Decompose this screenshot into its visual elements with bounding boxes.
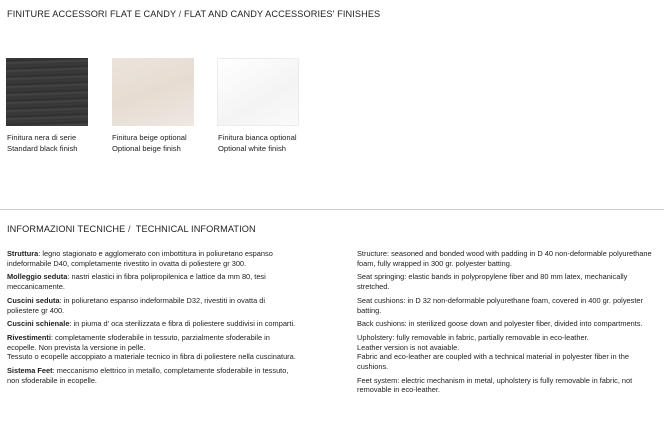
- swatch-caption-white: [218, 132, 297, 154]
- technical-info-italian: [7, 249, 299, 389]
- spec-text: : legno stagionato e agglomerato con imbottitura in poliuretano espanso indeformabile D40, completamente rivestito in ovatta di poliestere gr 300.: [7, 249, 273, 268]
- spec-structure: Structure: seasoned and bonded wood with padding in D 40 non-deformable polyurethane foam, fully wrapped in 300 gr. polyester batting.: [357, 249, 652, 268]
- swatch-caption-en: Standard black finish: [7, 144, 78, 153]
- spec-struttura: [7, 249, 299, 268]
- swatch-caption-en: Optional beige finish: [112, 144, 181, 153]
- swatch-caption-it: Finitura bianca optional: [218, 133, 297, 142]
- technical-heading: [7, 224, 256, 234]
- swatch-black-finish: [6, 58, 88, 126]
- spec-cuscini-schienale: [7, 319, 299, 329]
- swatch-beige-finish: [112, 58, 194, 126]
- finishes-title-it: FINITURE ACCESSORI FLAT E CANDY: [7, 9, 177, 19]
- swatch-white-finish: [217, 58, 299, 126]
- spec-label: Rivestimenti: [7, 332, 51, 342]
- spec-label: Molleggio seduta: [7, 272, 68, 282]
- spec-label: Cuscini schienale: [7, 319, 70, 329]
- spec-cuscini-seduta: [7, 296, 299, 315]
- spec-text-extra: Tessuto o ecopelle accoppiato a materiale tecnico in fibra di poliestere nella cuscinatura.: [7, 352, 296, 362]
- swatch-caption-beige: [112, 132, 187, 154]
- spec-upholstery: [357, 333, 657, 372]
- spec-text: : nastri elastici in fibra polipropilenica e lattice da mm 80, tesi meccanicamente.: [7, 272, 266, 292]
- spec-seat-springing: Seat springing: elastic bands in polypropylene fiber and 80 mm latex, mechanically stretched.: [357, 272, 628, 292]
- spec-back-cushions: Back cushions: in sterilized goose down and polyester fiber, divided into compartments.: [357, 319, 643, 329]
- spec-molleggio-seduta: [7, 272, 299, 291]
- spec-label: Sistema Feet: [7, 366, 53, 376]
- spec-text: : completamente sfoderabile in tessuto, parzialmente sfoderabile in ecopelle. Non prevista la versione in pelle.: [7, 332, 270, 352]
- section-divider: [0, 209, 664, 210]
- spec-text: : in piuma d' oca sterilizzata e fibra di poliestere suddivisi in comparti.: [69, 319, 296, 329]
- technical-info-english: [357, 249, 657, 399]
- spec-seat-cushions: Seat cushions: in D 32 non-deformable polyurethane foam, covered in 400 gr. polyester batting.: [357, 295, 643, 315]
- technical-title-it: INFORMAZIONI TECNICHE: [7, 224, 126, 234]
- spec-feet-system: Feet system: electric mechanism in metal, upholstery is fully removable in fabric, not removable in eco-leather.: [357, 375, 633, 395]
- spec-text-extra-2: Fabric and eco-leather are coupled with a technical material in polyester fiber in the cushions.: [357, 352, 629, 372]
- spec-text-extra: Leather version is not avaiable.: [357, 342, 460, 352]
- swatch-caption-it: Finitura beige optional: [112, 133, 187, 142]
- swatch-caption-it: Finitura nera di serie: [7, 133, 77, 142]
- swatch-caption-en: Optional white finish: [218, 144, 286, 153]
- spec-label: Cuscini seduta: [7, 295, 60, 305]
- finishes-title-en: FLAT AND CANDY ACCESSORIES' FINISHES: [183, 9, 381, 19]
- spec-text: : in poliuretano espanso indeformabile D32, rivestiti in ovatta di poliestere gr 400.: [7, 295, 265, 315]
- technical-title-en: TECHNICAL INFORMATION: [135, 224, 256, 234]
- swatch-caption-black: [7, 132, 78, 154]
- spec-rivestimenti: [7, 333, 299, 362]
- spec-label: Struttura: [7, 249, 39, 258]
- spec-text: Upholstery: fully removable in fabric, partially removable in eco-leather.: [357, 332, 589, 342]
- spec-sistema-feet: [7, 366, 299, 385]
- technical-title-separator: /: [125, 224, 136, 234]
- spec-text: : meccanismo elettrico in metallo, completamente sfoderabile in tessuto, non sfoderabile in ecopelle.: [7, 366, 289, 385]
- finishes-heading: [7, 9, 380, 19]
- finishes-title-separator: /: [176, 9, 184, 19]
